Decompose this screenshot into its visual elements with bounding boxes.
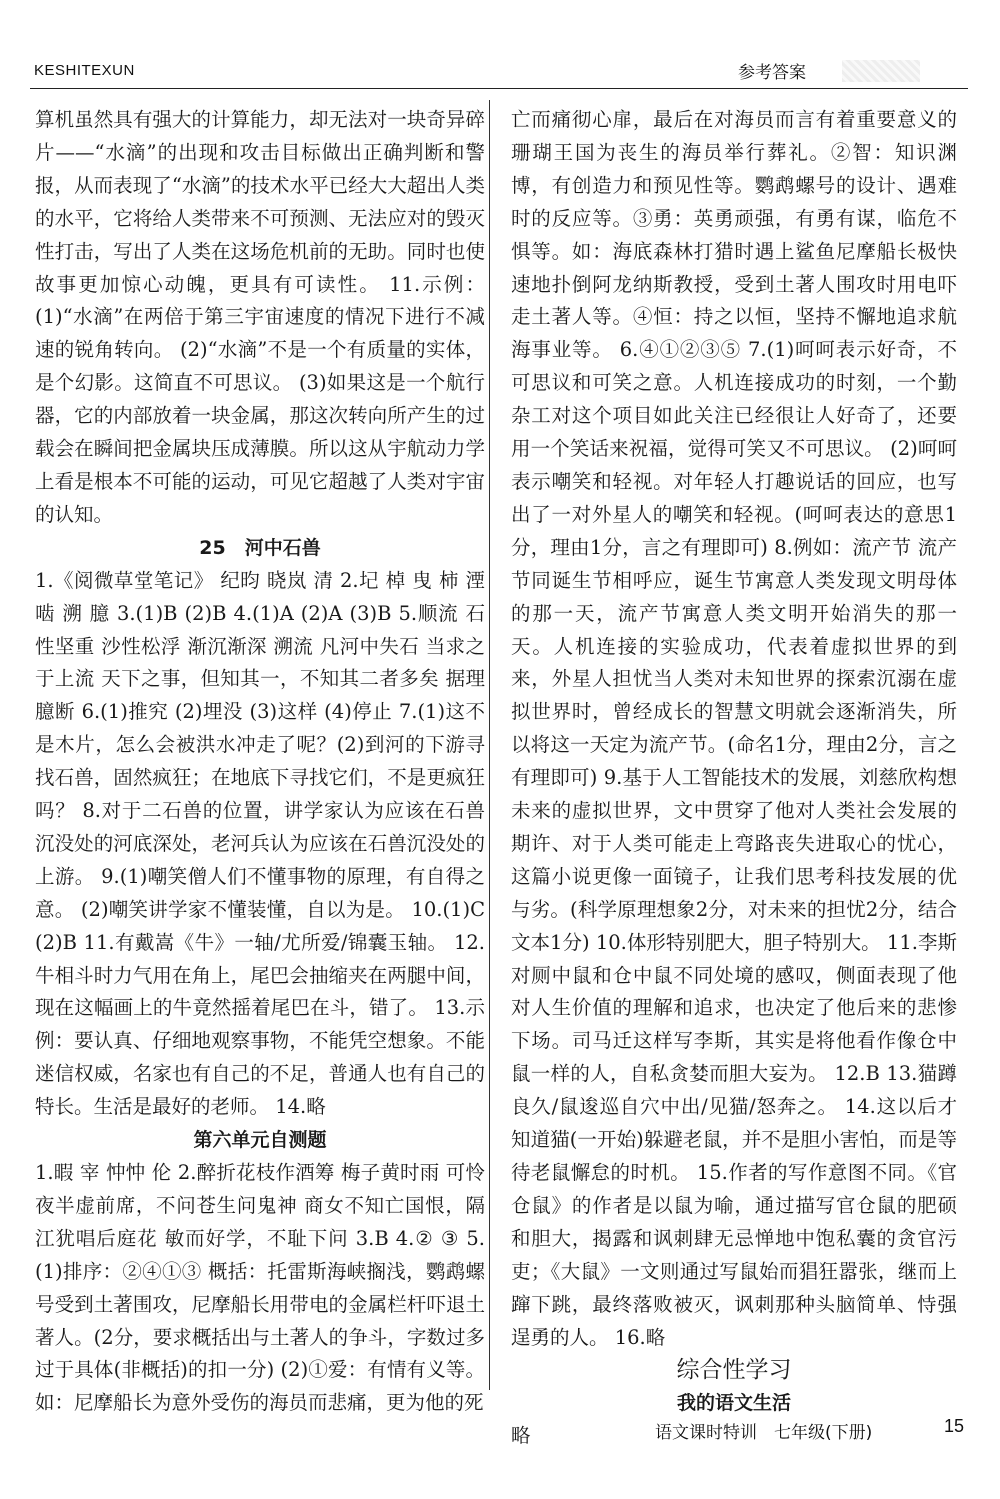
section-25-answers: 1.《阅微草堂笔记》 纪昀 晓岚 清 2.圮 棹 曳 柿 湮 啮 溯 臆 3.(1)B (2)B 4.(1)A (2)A (3)B 5.顺流 石性坚重 沙性松浮 渐沉渐深 溯流 凡河中失石 当求之于上流 天下之事，但知其一，不知其二者多矣 据理臆断 6.(1)推究 (2)埋没 (3)这样 (4)停止 7.(1)这不是木片，怎么会被洪水冲走了呢？(2)到河的下游寻找石兽，固然疯狂；在地底下寻找它们，不是更疯狂吗？ 8.对于二石兽的位置，讲学家认为应该在石兽沉没处的河底深处，老河兵认为应该在石兽沉没处的上游。 9.(1)嘲笑僧人们不懂事物的原理，有自得之意。 (2)嘲笑讲学家不懂装懂，自以为是。 10.(1)C (2)B 11.有戴嵩《牛》一轴/尤所爱/锦囊玉轴。 12.牛相斗时力气用在角上，尾巴会抽缩夹在两腿中间，现在这幅画上的牛竟然摇着尾巴在斗，错了。 13.示例：要认真、仔细地观察事物，不能凭空想象。不能迷信权威，名家也有自己的不足，普通人也有自己的特长。生活是最好的老师。 14.略 [35, 568, 485, 1119]
my-chinese-life-title: 我的语文生活 [676, 1392, 791, 1415]
header-section-label: 参考答案 [738, 63, 806, 83]
column-divider [489, 100, 490, 1390]
section-25-title: 25 河中石兽 [199, 536, 321, 559]
my-chinese-life-body: 略 [511, 1424, 531, 1448]
page-number: 15 [944, 1416, 965, 1436]
continued-answers: 亡而痛彻心扉，最后在对海员而言有着重要意义的珊瑚王国为丧生的海员举行葬礼。②智：知识渊博，有创造力和预见性等。鹦鹉螺号的设计、遇难时的反应等。③勇：英勇顽强，有勇有谋，临危不惧等。如：海底森林打猎时遇上鲨鱼尼摩船长极快速地扑倒阿龙纳斯教授，受到土著人围攻时用电吓走土著人等。④恒：持之以恒，坚持不懈地追求航海事业等。 6.④①②③⑤ 7.(1)呵呵表示好奇，不可思议和可笑之意。人机连接成功的时刻，一个勤杂工对这个项目如此关注已经很让人好奇了，还要用一个笑话来祝福，觉得可笑又不可思议。 (2)呵呵表示嘲笑和轻视。对年轻人打趣说话的回应，也写出了一对外星人的嘲笑和轻视。(呵呵表达的意思1分，理由1分，言之有理即可) 8.例如：流产节 流产节同诞生节相呼应，诞生节寓意人类发现文明母体的那一天，流产节寓意人类文明开始消失的那一天。人机连接的实验成功，代表着虚拟世界的到来，外星人担忧当人类对未知世界的探索沉溺在虚拟世界时，曾经成长的智慧文明就会逐渐消失，所以将这一天定为流产节。(命名1分，理由2分，言之有理即可) 9.基于人工智能技术的发展，刘慈欣构想未来的虚拟世界，文中贯穿了他对人类社会发展的期许、对于人类可能走上弯路丧失进取心的忧心，这篇小说更像一面镜子，让我们思考科技发展的优与劣。(科学原理想象2分，对未来的担忧2分，结合文本1分) 10.体形特别肥大，胆子特别大。 11.李斯对厕中鼠和仓中鼠不同处境的感叹，侧面表现了他对人生价值的理解和追求，也决定了他后来的悲惨下场。司马迁这样写李斯，其实是将他看作像仓中鼠一样的人，自私贪婪而胆大妄为。 12.B 13.猫蹲良久/鼠逡巡自穴中出/见猫/怒奔之。 14.这以后才知道猫(一开始)躲避老鼠，并不是胆小害怕，而是等待老鼠懈怠的时机。 15.作者的写作意图不同。《官仓鼠》的作者是以鼠为喻，通过描写官仓鼠的肥硕和胆大，揭露和讽刺肆无忌惮地中饱私囊的贪官污吏；《大鼠》一文则通过写鼠始而猖狂嚣张，继而上蹿下跳，最终落败被灭，讽刺那种头脑简单、恃强逞勇的人。 16.略 [511, 108, 957, 1349]
right-column [511, 104, 957, 1453]
comprehensive-learning-title: 综合性学习 [676, 1357, 792, 1384]
unit-6-answers: 1.暇 宰 忡忡 伦 2.醉折花枝作酒筹 梅子黄时雨 可怜夜半虚前席，不问苍生问鬼神 商女不知亡国恨，隔江犹唱后庭花 敏而好学，不耻下问 3.B 4.② ③ 5.(1)排序：②④①③ 概括：托雷斯海峡搁浅，鹦鹉螺号受到土著围攻，尼摩船长用带电的金属栏杆吓退土著人。(2分，要求概括出与土著人的争斗，字数过多过于具体(非概括)的扣一分) (2)①爱：有情有义等。如：尼摩船长为意外受伤的海员而悲痛，更为他的死 [35, 1161, 485, 1415]
header-rule [30, 88, 968, 89]
continued-paragraph: 算机虽然具有强大的计算能力，却无法对一块奇异碎片——“水滴”的出现和攻击目标做出正确判断和警报，从而表现了“水滴”的技术水平已经大大超出人类的水平，它将给人类带来不可预测、无法应对的毁灭性打击，写出了人类在这场危机前的无助。同时也使故事更加惊心动魄，更具有可读性。 11.示例：(1)“水滴”在两倍于第三宇宙速度的情况下进行不减速的锐角转向。 (2)“水滴”不是一个有质量的实体，是个幻影。这简直不可思议。 (3)如果这是一个航行器，它的内部放着一块金属，那这次转向所产生的过载会在瞬间把金属块压成薄膜。所以这从宇航动力学上看是根本不可能的运动，可见它超越了人类对宇宙的认知。 [35, 108, 485, 526]
footer-book-title: 语文课时特训 七年级(下册) [655, 1423, 873, 1443]
header-decoration [842, 60, 920, 82]
unit-6-title: 第六单元自测题 [193, 1129, 327, 1152]
header-brand: KESHITEXUN [34, 62, 135, 79]
left-column [35, 104, 485, 1420]
